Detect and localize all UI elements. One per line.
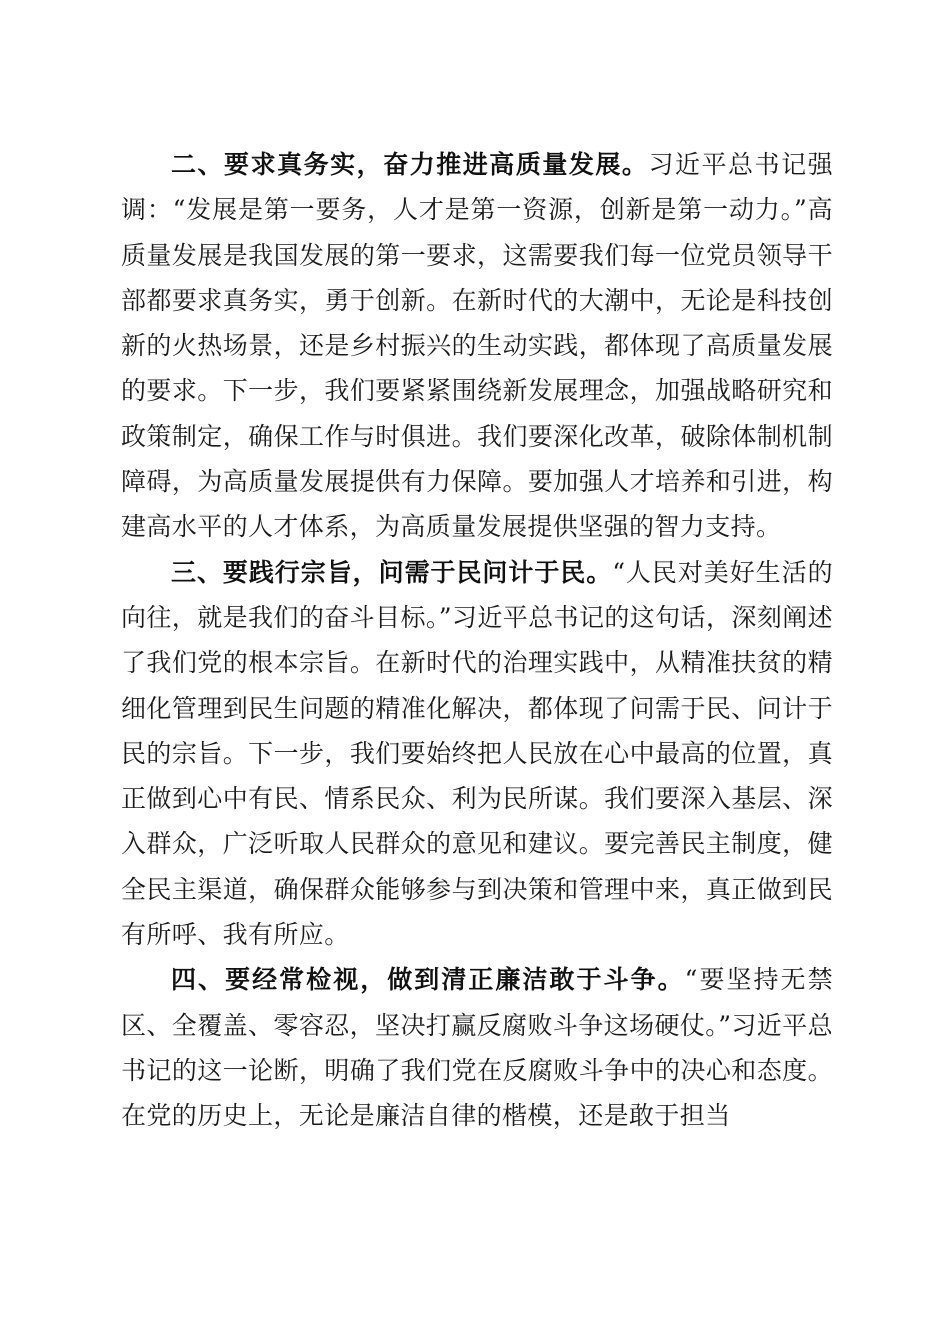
- paragraph-text: “要坚持无禁区、全覆盖、零容忍，坚决打赢反腐败斗争这场硬仗。”习近平总书记的这一论断，明确了我们党在反腐败斗争中的决心和态度。在党的历史上，无论是廉洁自律的楷模，还是敢于担当: [121, 965, 833, 1131]
- document-body: [121, 142, 833, 1139]
- paragraph-3: [121, 550, 833, 958]
- paragraph-text: 习近平总书记强调：“发展是第一要务，人才是第一资源，创新是第一动力。”高质量发展是我国发展的第一要求，这需要我们每一位党员领导干部都要求真务实，勇于创新。在新时代的大潮中，无论是科技创新的火热场景，还是乡村振兴的生动实践，都体现了高质量发展的要求。下一步，我们要紧紧围绕新发展理念，加强战略研究和政策制定，确保工作与时俱进。我们要深化改革，破除体制机制障碍，为高质量发展提供有力保障。要加强人才培养和引进，构建高水平的人才体系，为高质量发展提供坚强的智力支持。: [121, 150, 833, 542]
- paragraph-heading: 三、要践行宗旨，问需于民问计于民。: [171, 557, 613, 587]
- paragraph-heading: 二、要求真务实，奋力推进高质量发展。: [171, 150, 649, 179]
- paragraph-heading: 四、要经常检视，做到清正廉洁敢于斗争。: [171, 965, 685, 995]
- paragraph-2: [121, 142, 833, 550]
- paragraph-4: [121, 957, 833, 1138]
- paragraph-text: “人民对美好生活的向往，就是我们的奋斗目标。”习近平总书记的这句话，深刻阐述了我们党的根本宗旨。在新时代的治理实践中，从精准扶贫的精细化管理到民生问题的精准化解决，都体现了问需于民、问计于民的宗旨。下一步，我们要始终把人民放在心中最高的位置，真正做到心中有民、情系民众、利为民所谋。我们要深入基层、深入群众，广泛听取人民群众的意见和建议。要完善民主制度，健全民主渠道，确保群众能够参与到决策和管理中来，真正做到民有所呼、我有所应。: [121, 557, 833, 950]
